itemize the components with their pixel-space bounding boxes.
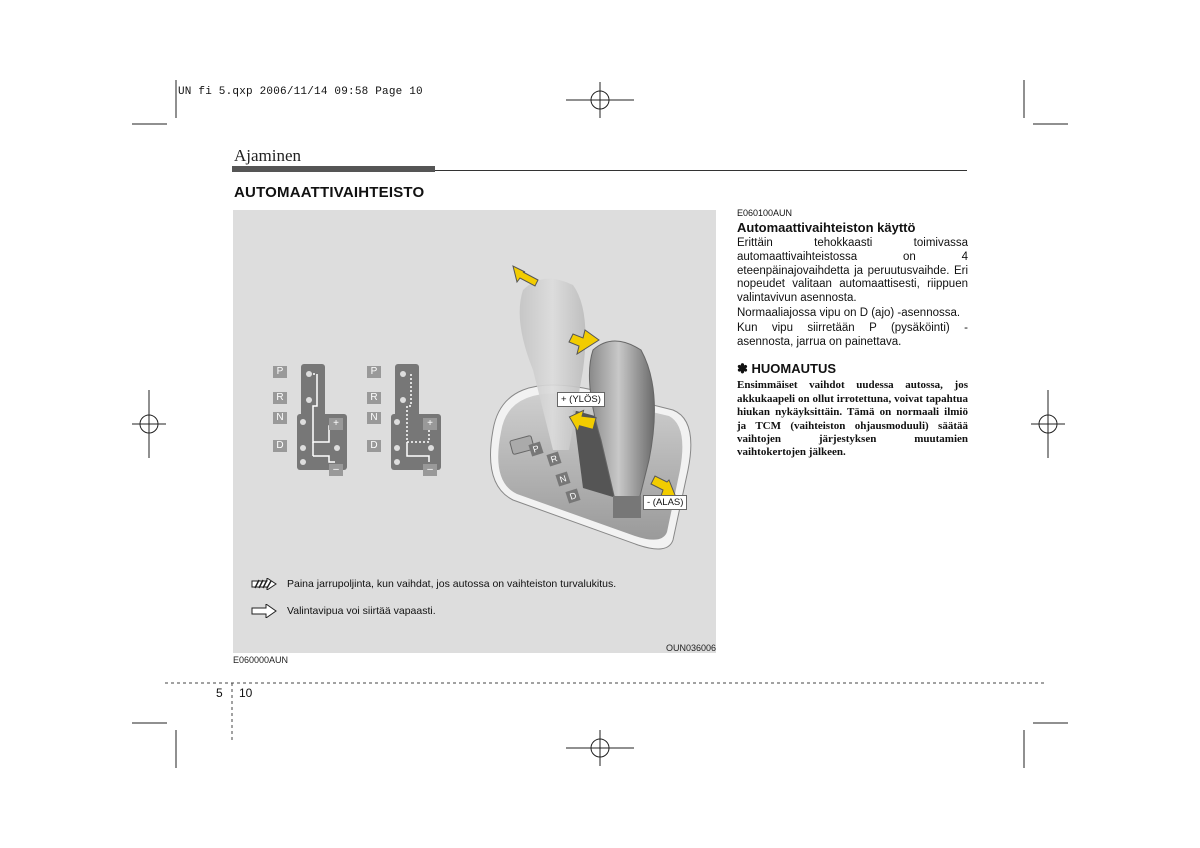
gate-label-d: D xyxy=(273,440,287,452)
paragraph: Kun vipu siirretään P (pysäköinti) -asennosta, jarrua on painettava. xyxy=(737,321,968,348)
gate-plus: + xyxy=(423,418,437,430)
gate-label-p: P xyxy=(367,366,381,378)
main-heading: AUTOMAATTIVAIHTEISTO xyxy=(234,184,425,201)
gate-label-n: N xyxy=(367,412,381,424)
registration-mark-right xyxy=(1031,390,1065,458)
paragraph: Normaaliajossa vipu on D (ajo) -asennossa. xyxy=(737,306,961,319)
registration-mark-bottom xyxy=(566,730,634,766)
gate-plus: + xyxy=(329,418,343,430)
registration-mark-left xyxy=(132,390,166,458)
legend-text-brake: Paina jarrupoljinta, kun vaihdat, jos autossa on vaihteiston turvalukitus. xyxy=(287,578,617,590)
legend-item xyxy=(251,576,691,600)
figure-code: OUN036006 xyxy=(665,643,716,653)
title-rule xyxy=(435,170,967,171)
gate-pattern-2 xyxy=(367,362,447,482)
legend-item xyxy=(251,602,691,626)
note-text: Ensimmäiset vaihdot uudessa autossa, jos akkukaapeli on ollut irrotettuna, voivat tapahtua hiukan nykäyksittäin. Tämä on normaali ilmiö ja TCM (vaihteiston ohjausmoduuli) säätää vaihtojen järjestyksen muutamien vaihtokertojen jälkeen. xyxy=(737,379,968,459)
print-header: UN fi 5.qxp 2006/11/14 09:58 Page 10 xyxy=(178,86,423,98)
gate-pattern-1 xyxy=(273,362,353,482)
legend xyxy=(251,576,691,626)
arrow-up-left xyxy=(513,266,538,286)
subheading: Automaattivaihteiston käyttö xyxy=(737,220,916,235)
section-title: Ajaminen xyxy=(234,146,302,165)
outline-arrow-icon xyxy=(251,604,277,618)
registration-mark-top xyxy=(566,82,634,118)
note-heading: ✽ HUOMAUTUS xyxy=(737,361,836,377)
gate-label-n: N xyxy=(273,412,287,424)
hatched-arrow-icon xyxy=(251,578,277,590)
section-code: E060100AUN xyxy=(737,208,793,218)
label-up: + (YLÖS) xyxy=(557,392,605,407)
chapter-number: 5 xyxy=(216,686,223,700)
gate-label-r: R xyxy=(273,392,287,404)
page-number: 10 xyxy=(239,686,253,700)
gate-minus: – xyxy=(329,464,343,476)
paragraph: Erittäin tehokkaasti toimivassa automaattivaihteistossa on 4 eteenpäinajovaihdetta ja peruutusvaihde. Eri nopeudet valitaan automaattisesti, riippuen valintavivun asennosta. xyxy=(737,237,968,305)
right-column xyxy=(737,208,968,460)
title-bar xyxy=(232,166,435,172)
shifter-illustration xyxy=(473,260,703,560)
gate-minus: – xyxy=(423,464,437,476)
gate-label-r: R xyxy=(367,392,381,404)
gate-label-p: P xyxy=(273,366,287,378)
gate-label-d: D xyxy=(367,440,381,452)
figure-section-code: E060000AUN xyxy=(233,655,289,665)
legend-text-free: Valintavipua voi siirtää vapaasti. xyxy=(287,605,436,617)
shift-lever-figure: P R N D + – P R N D + – P R N D + (YLÖS) - (ALAS) Paina jarrupoljinta, kun vaihdat, jos autossa on vaihteiston turvalukitus. Valintavipua voi siirtää vapaasti. OUN036006 xyxy=(233,210,716,653)
label-down: - (ALAS) xyxy=(643,495,687,510)
